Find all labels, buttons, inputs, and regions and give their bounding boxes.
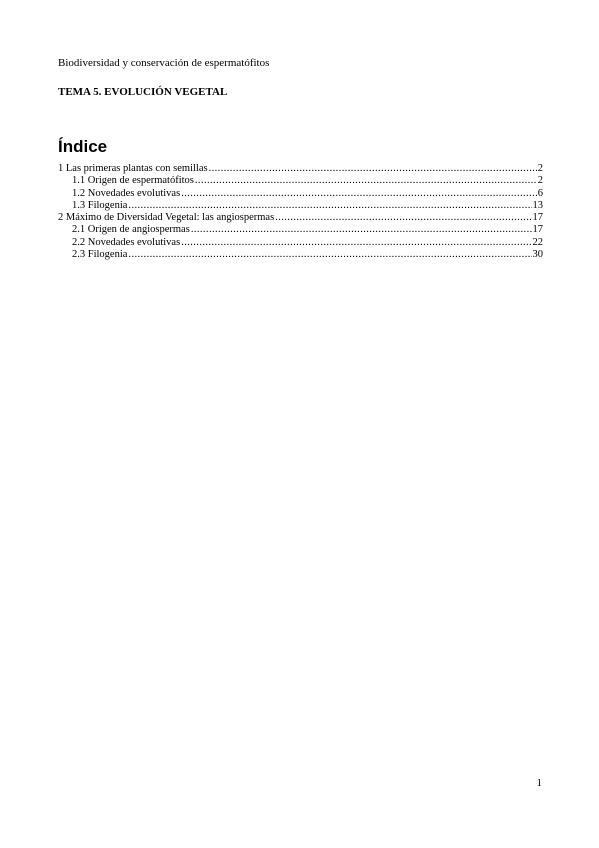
toc-dot-leader — [128, 200, 531, 212]
toc-dot-leader — [191, 224, 532, 236]
toc-entry[interactable] — [58, 212, 543, 224]
toc-entry-page: 22 — [532, 236, 543, 248]
toc-entry[interactable] — [58, 224, 543, 236]
table-of-contents — [58, 163, 543, 261]
toc-entry-page: 2 — [537, 175, 543, 187]
page-number: 1 — [536, 777, 542, 789]
toc-entry-page: 13 — [532, 199, 543, 211]
toc-entry-title: 2.1 Origen de angiospermas — [72, 224, 190, 236]
toc-entry[interactable] — [58, 237, 543, 249]
toc-entry-title: 1.1 Origen de espermatófitos — [72, 175, 194, 187]
document-topic-title: TEMA 5. EVOLUCIÓN VEGETAL — [58, 86, 228, 98]
toc-entry-page: 30 — [532, 249, 543, 261]
toc-entry[interactable] — [58, 200, 543, 212]
toc-heading: Índice — [58, 137, 108, 156]
toc-entry[interactable] — [58, 188, 543, 200]
toc-entry[interactable] — [58, 249, 543, 261]
toc-entry-title: 2.3 Filogenia — [72, 249, 128, 261]
toc-entry-page: 17 — [532, 224, 543, 236]
toc-entry-page: 17 — [532, 212, 543, 224]
toc-dot-leader — [181, 188, 537, 200]
toc-dot-leader — [128, 249, 531, 261]
toc-entry[interactable] — [58, 175, 543, 187]
toc-dot-leader — [209, 163, 537, 175]
toc-entry-title: 1 Las primeras plantas con semillas — [58, 163, 208, 174]
toc-dot-leader — [195, 175, 537, 187]
toc-entry-title: 1.3 Filogenia — [72, 199, 128, 211]
toc-entry-title: 2 Máximo de Diversidad Vegetal: las angiospermas — [58, 212, 275, 224]
toc-dot-leader — [275, 212, 531, 224]
toc-entry-title: 1.2 Novedades evolutivas — [72, 187, 181, 199]
toc-dot-leader — [181, 237, 531, 249]
toc-entry[interactable] — [58, 163, 543, 175]
document-subject: Biodiversidad y conservación de espermatófitos — [58, 57, 270, 69]
toc-entry-page: 2 — [537, 163, 543, 174]
toc-entry-page: 6 — [537, 187, 543, 199]
toc-entry-title: 2.2 Novedades evolutivas — [72, 236, 181, 248]
